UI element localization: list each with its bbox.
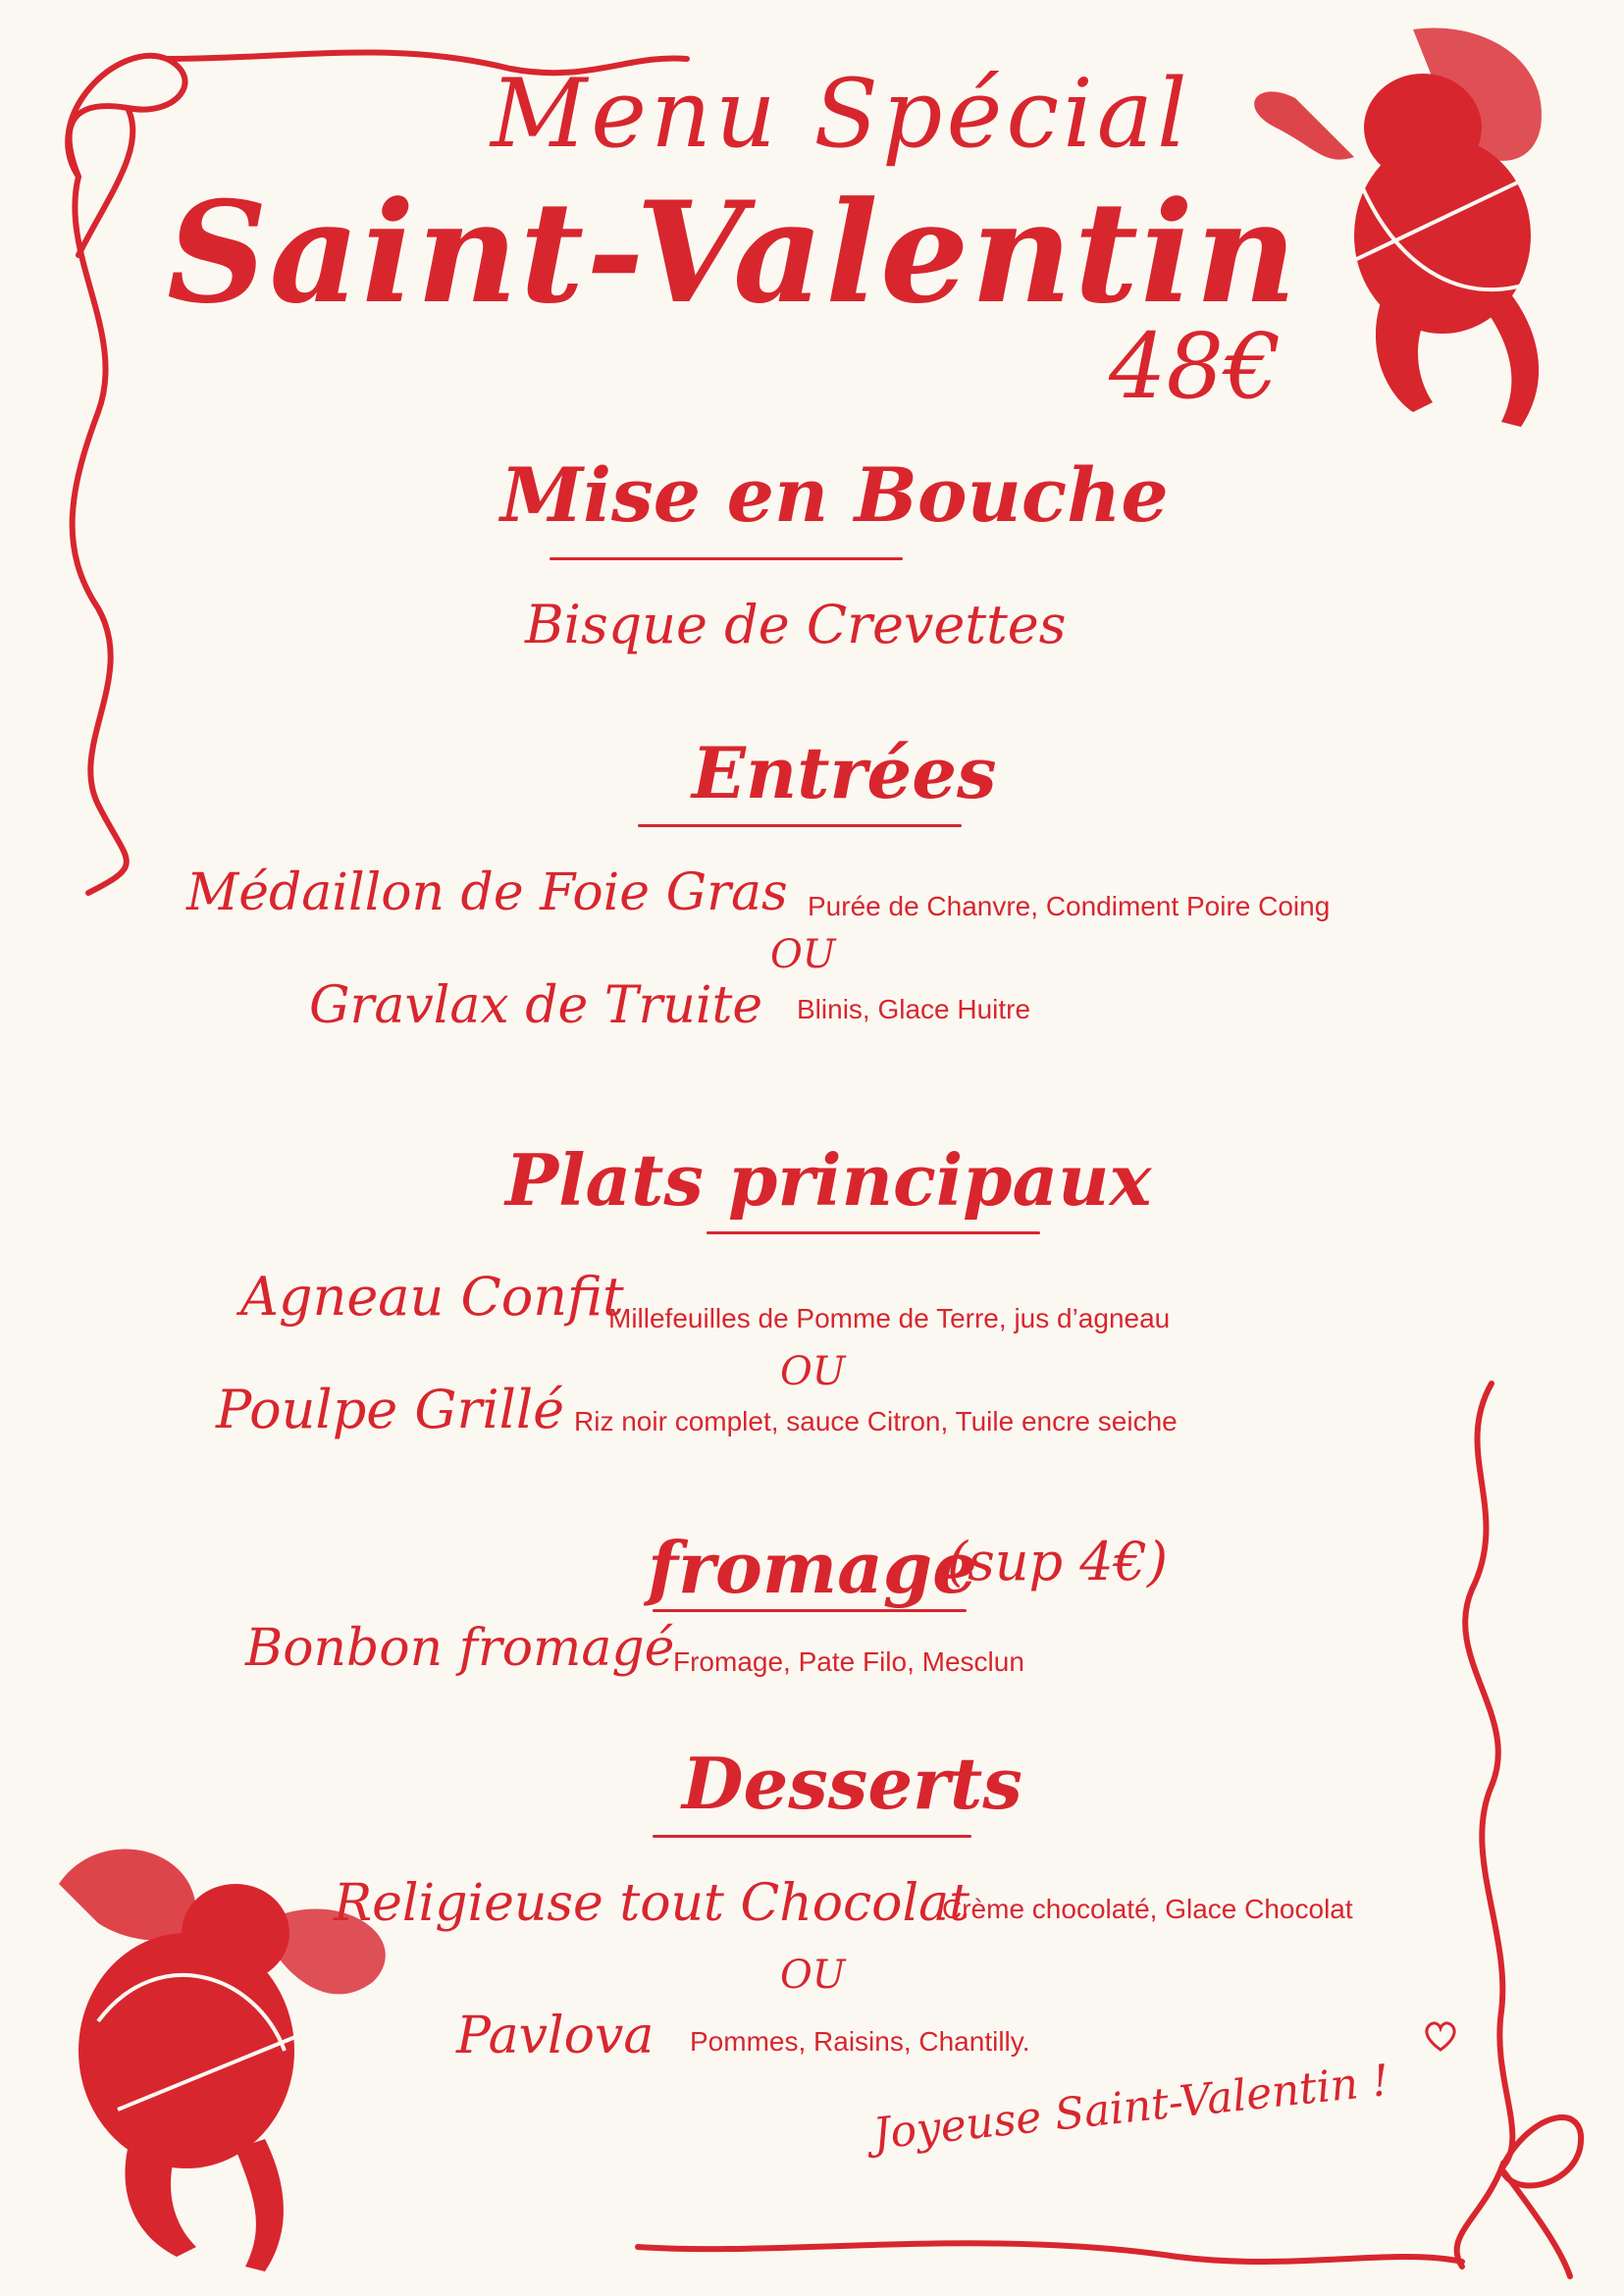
dessert-desc-1: Crème chocolaté, Glace Chocolat xyxy=(942,1894,1353,1924)
heart-icon xyxy=(1421,2016,1460,2056)
plat-desc-1: Millefeuilles de Pomme de Terre, jus d’agneau xyxy=(608,1303,1171,1333)
saint-valentin-title: Saint-Valentin xyxy=(167,172,1299,335)
section-title-mise-en-bouche: Mise en Bouche xyxy=(500,451,1169,539)
or-separator: OU xyxy=(780,1953,846,1998)
price: 48€ xyxy=(1109,314,1282,419)
plat-desc-2: Riz noir complet, sauce Citron, Tuile encre seiche xyxy=(574,1406,1178,1436)
divider xyxy=(653,1835,971,1838)
signature: Joyeuse Saint-Valentin ! xyxy=(870,2055,1392,2160)
entree-desc-2: Blinis, Glace Huitre xyxy=(797,994,1031,1024)
section-title-fromage: fromage xyxy=(648,1526,977,1609)
mise-en-bouche-item: Bisque de Crevettes xyxy=(525,594,1067,655)
fromage-name: Bonbon fromagé xyxy=(245,1619,675,1678)
section-title-entrees: Entrées xyxy=(692,731,997,814)
dessert-name-1: Religieuse tout Chocolat xyxy=(334,1874,970,1933)
divider xyxy=(653,1609,967,1612)
entree-desc-1: Purée de Chanvre, Condiment Poire Coing xyxy=(808,891,1331,921)
menu-special-title: Menu Spécial xyxy=(491,59,1191,169)
section-title-plats: Plats principaux xyxy=(505,1138,1152,1222)
dessert-name-2: Pavlova xyxy=(456,2007,655,2065)
plat-name-2: Poulpe Grillé xyxy=(216,1379,565,1440)
entree-name-2: Gravlax de Truite xyxy=(309,976,763,1035)
dessert-desc-2: Pommes, Raisins, Chantilly. xyxy=(690,2026,1030,2057)
section-title-desserts: Desserts xyxy=(682,1742,1022,1825)
divider xyxy=(550,557,903,560)
plat-name-1: Agneau Confit xyxy=(240,1266,624,1328)
divider xyxy=(707,1231,1040,1234)
or-separator: OU xyxy=(770,932,836,977)
fromage-supplement: (sup 4€) xyxy=(947,1531,1169,1592)
fromage-desc: Fromage, Pate Filo, Mesclun xyxy=(673,1646,1024,1677)
divider xyxy=(638,824,962,827)
or-separator: OU xyxy=(780,1349,846,1394)
entree-name-1: Médaillon de Foie Gras xyxy=(186,863,788,922)
